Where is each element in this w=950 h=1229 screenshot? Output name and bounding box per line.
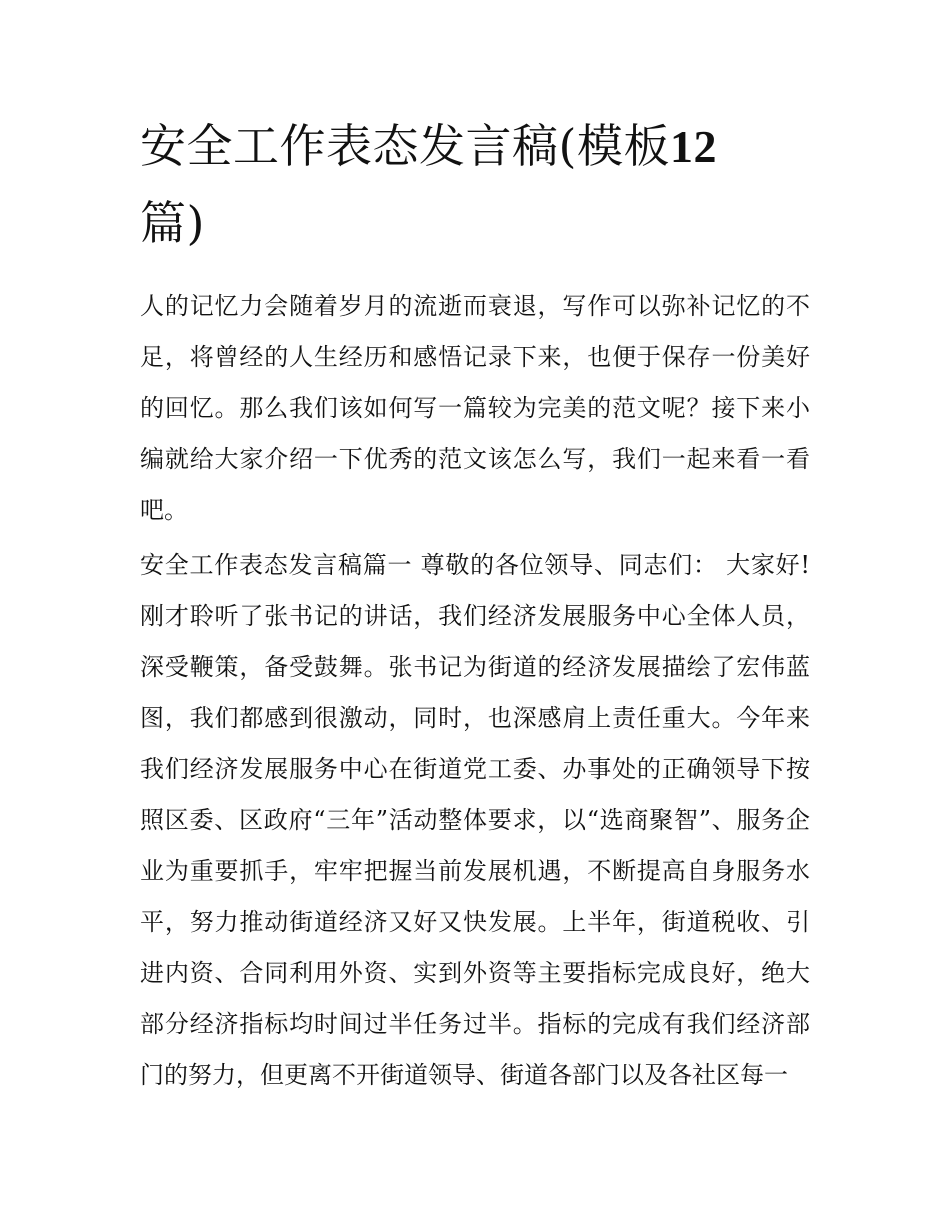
title-end: 篇) [140,196,205,250]
document-title [140,108,810,261]
body-paragraph: 安全工作表态发言稿篇一 尊敬的各位领导、同志们： 大家好! 刚才聆听了张书记的讲话，我们经济发展服务中心全体人员，深受鞭策，备受鼓舞。张书记为街道的经济发展描绘了宏伟蓝图，我们都感到很激动，同时，也深感肩上责任重大。今年来我们经济发展服务中心在街道党工委、办事处的正确领导下按照区委、区政府“三年”活动整体要求，以“选商聚智”、服务企业为重要抓手，牢牢把握当前发展机遇，不断提高自身服务水平，努力推动街道经济又好又快发展。上半年，街道税收、引进内资、合同利用外资、实到外资等主要指标完成良好，绝大部分经济指标均时间过半任务过半。指标的完成有我们经济部门的努力，但更离不开街道领导、街道各部门以及各社区每一 [140,551,810,1089]
intro-paragraph: 人的记忆力会随着岁月的流逝而衰退，写作可以弥补记忆的不足，将曾经的人生经历和感悟记录下来，也便于保存一份美好的回忆。那么我们该如何写一篇较为完美的范文呢？接下来小编就给大家介绍一下优秀的范文该怎么写，我们一起来看一看吧。 [140,292,810,524]
title-main: 安全工作表态发言稿(模板 [140,119,670,173]
document-content [140,108,810,1101]
title-number: 12 [669,121,717,172]
